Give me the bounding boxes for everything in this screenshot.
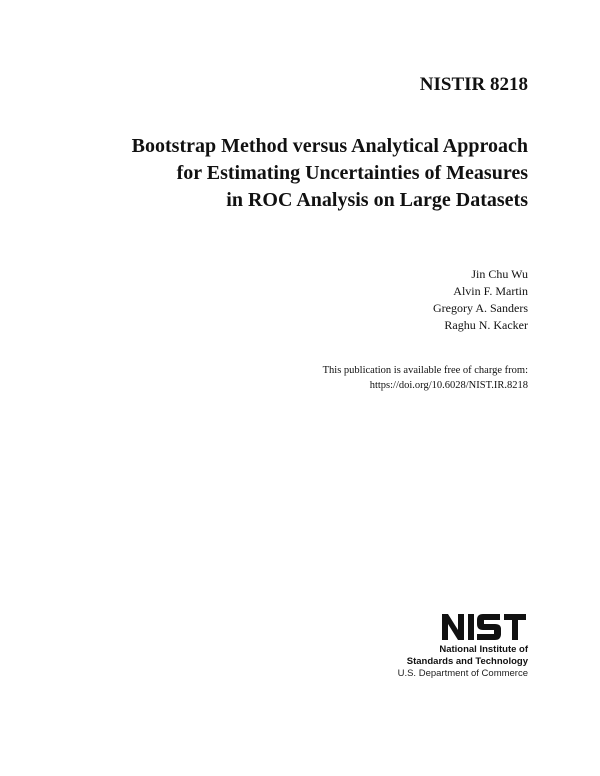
doi-link[interactable]: https://doi.org/10.6028/NIST.IR.8218 — [369, 380, 528, 391]
author-1: Jin Chu Wu — [471, 267, 528, 281]
author-4: Raghu N. Kacker — [444, 318, 528, 332]
logo-department-line: U.S. Department of Commerce — [397, 668, 528, 679]
author-list — [433, 266, 528, 334]
availability-text: This publication is available free of charge from: — [322, 365, 528, 376]
report-number: NISTIR 8218 — [419, 74, 528, 95]
author-3: Gregory A. Sanders — [433, 301, 528, 315]
nist-logo-mark — [440, 612, 528, 642]
logo-standards-line: Standards and Technology — [406, 656, 528, 667]
logo-institute-line: National Institute of — [439, 644, 528, 655]
document-title — [132, 133, 528, 214]
title-line-3: in ROC Analysis on Large Datasets — [226, 189, 528, 211]
title-line-2: for Estimating Uncertainties of Measures — [176, 162, 528, 184]
author-2: Alvin F. Martin — [453, 284, 528, 298]
nist-logo — [368, 612, 528, 680]
availability-statement — [323, 363, 528, 393]
title-line-1: Bootstrap Method versus Analytical Approach — [131, 135, 528, 157]
